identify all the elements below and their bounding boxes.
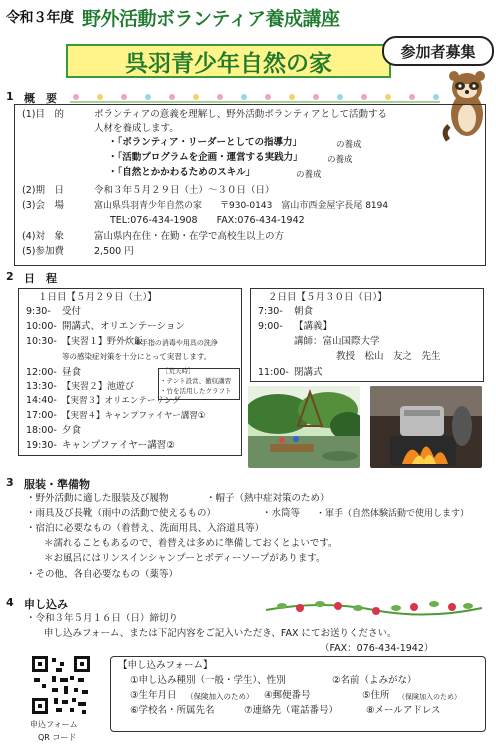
venue-text: 富山県呉羽青少年自然の家 〒930-0143 富山市西金屋字長尾 8194 — [94, 201, 389, 211]
day1-item-4: 【実習２】池遊び — [62, 382, 135, 392]
day1-time-4: 13:30- — [26, 381, 57, 392]
qr-caption-2: QR コード — [38, 733, 77, 742]
form-item-7: ⑦連絡先（電話番号） — [244, 705, 339, 716]
day2-breakfast-time: 7:30- — [258, 306, 283, 317]
skill-3-suffix: の養成 — [296, 170, 322, 180]
qr-code-icon[interactable] — [30, 654, 92, 716]
bad-weather-title: ［荒天時］ — [162, 367, 195, 375]
form-item-2: ②名前（よみがな） — [332, 675, 417, 686]
day1-time-2: 10:30- — [26, 336, 57, 347]
date-label: (2)期 日 — [22, 185, 64, 196]
skill-2: ・「活動プログラムを企画・運営する実践力」 — [108, 152, 303, 163]
apply-heading: 申し込み — [24, 598, 68, 611]
items-line-1a: ・野外活動に適した服装及び履物 — [26, 493, 169, 504]
form-item-1: ①申し込み種別（一般・学生）、性別 — [130, 675, 286, 686]
day2-lecturer: 講師：富山国際大学 — [294, 336, 380, 347]
day2-breakfast: 朝食 — [294, 306, 314, 317]
items-line-5: ＊お風呂にはリンスインシャンプーとボディーソープがあります。 — [44, 553, 326, 564]
overview-heading: 概 要 — [24, 92, 57, 105]
apply-fax: （FAX：076-434-1942） — [320, 643, 434, 654]
day1-time-0: 9:30- — [26, 306, 51, 317]
form-item-6: ⑥学校名・所属先名 — [130, 705, 215, 716]
day1-time-1: 10:00- — [26, 321, 57, 332]
pond-activity-photo — [248, 386, 360, 468]
cooking-note-1: ※手指の消毒や用具の洗浄 — [135, 339, 218, 347]
purpose-text-1: ボランティアの意義を理解し、野外活動ボランティアとして活動する — [94, 109, 387, 120]
day1-item-5: 【実習３】オリエンテーリング — [62, 396, 181, 406]
form-item-4: ④郵便番号 — [264, 690, 311, 701]
flower-border-icon — [70, 90, 440, 104]
venue-tel: TEL:076-434-1908 FAX:076-434-1942 — [110, 215, 305, 226]
header-title: 野外活動ボランティア養成講座 — [82, 8, 340, 30]
items-line-2b: ・水筒等 — [262, 508, 301, 519]
items-line-6: ・その他、各自必要なもの（薬等） — [26, 569, 179, 580]
schedule-heading: 日 程 — [24, 272, 57, 285]
items-line-3: ・宿泊に必要なもの（着替え、洗面用具、入浴道具等） — [26, 523, 265, 534]
bad-weather-item-1: ・テント設営、撤収講習 — [160, 377, 232, 385]
form-item-5: ⑤住所 — [362, 690, 390, 701]
qr-caption-1: 申込フォーム — [30, 720, 78, 729]
day2-lecturer-name: 教授 松山 友之 先生 — [336, 351, 441, 362]
apply-heading-num: 4 — [6, 596, 14, 609]
items-heading: 服装・準備物 — [24, 478, 90, 491]
day2-title: ２日目【５月３０日（日）】 — [268, 292, 387, 303]
day1-time-3: 12:00- — [26, 367, 57, 378]
day2-close-time: 11:00- — [258, 367, 289, 378]
apply-deadline: ・令和３年５月１６日（日）締切り — [26, 613, 179, 624]
items-line-1b: ・帽子（熱中症対策のため） — [206, 493, 330, 504]
day1-item-8: キャンプファイヤー講習② — [62, 440, 175, 451]
flower-garland-icon — [262, 596, 486, 618]
form-item-8: ⑧メールアドレス — [366, 705, 441, 716]
day1-item-0: 受付 — [62, 306, 82, 317]
target-label: (4)対 象 — [22, 231, 64, 242]
purpose-label: (1)目 的 — [22, 109, 64, 120]
form-item-5-note: （保険加入のため） — [398, 693, 461, 701]
header-year: 令和３年度 — [6, 10, 74, 26]
day2-lecture: 【講義】 — [294, 321, 333, 332]
day1-item-6: 【実習４】キャンプファイヤー講習① — [62, 411, 206, 421]
venue-label: (3)会 場 — [22, 200, 64, 211]
day1-time-8: 19:30- — [26, 440, 57, 451]
day1-item-1: 開講式、オリエンテーション — [62, 321, 185, 332]
items-line-2a: ・雨具及び長靴（雨中の活動で使えるもの） — [26, 508, 217, 519]
skill-1-suffix: の養成 — [336, 140, 362, 150]
items-line-4: ＊濡れることもあるので、着替えは多めに準備しておくとよいです。 — [44, 538, 338, 549]
cooking-note-2: 等の感染症対策を十分にとって実習します。 — [62, 352, 212, 361]
day1-item-2: 【実習１】野外炊飯 — [62, 337, 144, 347]
form-item-3-note: （保険加入のため） — [186, 692, 254, 701]
target-text: 富山県内在住・在勤・在学で高校生以上の方 — [94, 231, 285, 242]
day1-time-6: 17:00- — [26, 410, 57, 421]
day1-time-5: 14:40- — [26, 395, 57, 406]
schedule-heading-num: 2 — [6, 270, 14, 283]
day2-close: 閉講式 — [294, 367, 323, 378]
bad-weather-item-2: ・竹を活用したクラフト — [160, 387, 232, 395]
skill-2-suffix: の養成 — [327, 155, 353, 165]
recruit-bubble: 参加者募集 — [382, 36, 494, 66]
fee-label: (5)参加費 — [22, 246, 64, 257]
skill-3: ・「自然とかかわるためのスキル」 — [108, 167, 256, 178]
campfire-cooking-photo — [370, 386, 482, 468]
day2-lecture-time: 9:00- — [258, 321, 283, 332]
form-item-3: ③生年月日 — [130, 690, 177, 701]
date-text: 令和３年５月２９日（土）～３０日（日） — [94, 185, 275, 196]
day1-item-3: 昼食 — [62, 367, 82, 378]
day1-time-7: 18:00- — [26, 425, 57, 436]
day1-item-7: 夕食 — [62, 425, 82, 436]
apply-method: 申し込みフォーム、または下記内容をご記入いただき、FAX にてお送りください。 — [44, 628, 397, 639]
form-title: 【申し込みフォーム】 — [118, 660, 213, 671]
items-line-2c: ・軍手（自然体験活動で使用します） — [316, 509, 470, 519]
overview-heading-num: 1 — [6, 90, 14, 103]
day1-title: １日目【５月２９日（土）】 — [38, 292, 157, 303]
fee-text: 2,500 円 — [94, 246, 134, 257]
facility-banner: 呉羽青少年自然の家 — [66, 44, 391, 78]
skill-1: ・「ボランティア・リーダーとしての指導力」 — [108, 137, 302, 148]
items-heading-num: 3 — [6, 476, 14, 489]
purpose-text-2: 人材を養成します。 — [94, 123, 179, 134]
